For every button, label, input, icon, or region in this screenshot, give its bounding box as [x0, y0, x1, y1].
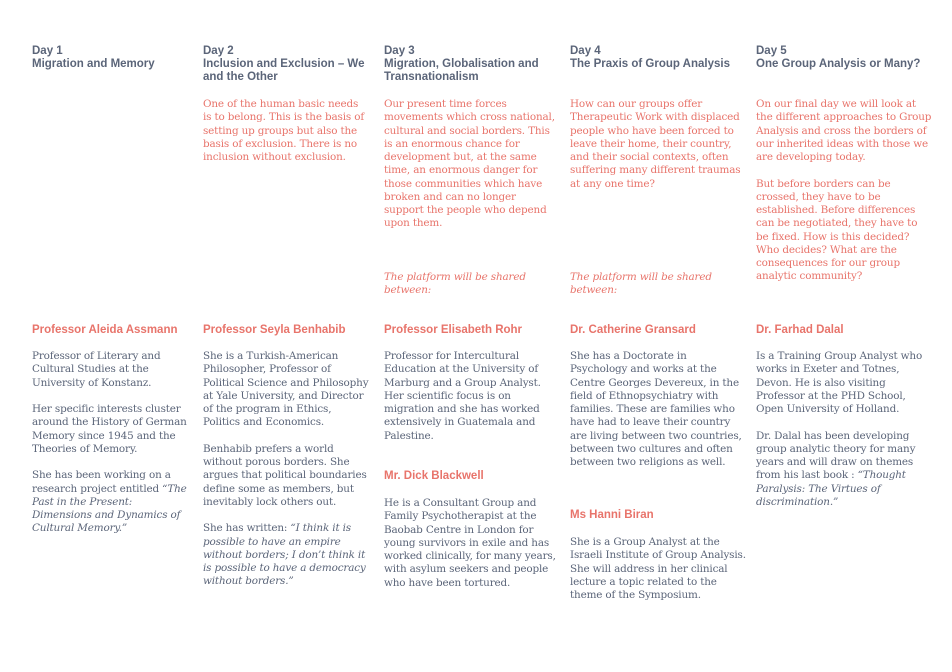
bio-paragraph: Her specific interests cluster around the History of German Memory since 1945 and the Theories of Memory.: [32, 403, 187, 455]
speaker-bio: [384, 497, 556, 590]
bio-paragraph: He is a Consultant Group and Family Psychotherapist at the Baobab Centre in London for young survivors in exile and has worked clinically, for many years, with asylum seekers and people who have been tortured.: [384, 497, 556, 589]
day-intro: [570, 98, 745, 191]
day-label: Day 5: [756, 45, 787, 57]
speaker-bio: [203, 350, 371, 589]
bio-paragraph: [203, 522, 371, 588]
day-label: Day 2: [203, 45, 234, 57]
day-title: Migration, Globalisation and Transnationalism: [384, 58, 539, 83]
day-intro: [384, 98, 556, 231]
bio-paragraph: Benhabib prefers a world without porous borders. She argues that political boundaries define some as members, but inevitably lock others out.: [203, 442, 367, 508]
day-intro: [756, 98, 932, 284]
bio-paragraph: She is a Turkish-American Philosopher, Professor of Political Science and Philosophy at Yale University, and Director of the program in Ethics, Politics and Economics.: [203, 350, 369, 429]
day-title: One Group Analysis or Many?: [756, 58, 921, 70]
platform-note: The platform will be shared between:: [384, 271, 526, 297]
speaker-bio: [756, 350, 932, 509]
speaker-name: Dr. Farhad Dalal: [756, 324, 844, 336]
day-5-heading: [756, 45, 946, 71]
day-2-heading: [203, 45, 373, 84]
speaker-name: Ms Hanni Biran: [570, 509, 654, 521]
platform-note: The platform will be shared between:: [570, 271, 712, 297]
bio-lead: Dr. Dalal has been developing group analytic theory for many years and will draw on themes from his last book :: [756, 429, 916, 482]
speaker-name: Professor Elisabeth Rohr: [384, 324, 523, 336]
day-4-heading: [570, 45, 750, 71]
bio-lead: She has written:: [203, 522, 291, 535]
speaker-name: Dr. Catherine Gransard: [570, 324, 696, 336]
day-title: The Praxis of Group Analysis: [570, 58, 730, 70]
bio-quote: “I think it is possible to have an empire without borders; I don’t think it is possible to have a democracy without borders.”: [203, 522, 366, 588]
speaker-bio: [384, 350, 556, 443]
speaker-bio: [32, 350, 192, 536]
day-3-heading: [384, 45, 564, 84]
day-label: Day 4: [570, 45, 601, 57]
day-title: Inclusion and Exclusion – We and the Other: [203, 58, 365, 83]
intro-paragraph: How can our groups offer Therapeutic Work with displaced people who have been forced to leave their home, their country, and their social contexts, often suffering many different traumas at any one time?: [570, 98, 741, 190]
day-label: Day 1: [32, 45, 63, 57]
bio-quote: “Thought Paralysis: The Virtues of discrimination.”: [756, 469, 906, 508]
speaker-name: Professor Seyla Benhabib: [203, 324, 346, 336]
bio-paragraph: Is a Training Group Analyst who works in Exeter and Totnes, Devon. He is also visiting Professor at the PHD School, Open University of Holland.: [756, 350, 923, 415]
speaker-bio: [570, 536, 746, 602]
intro-paragraph: But before borders can be crossed, they have to be established. Before differences can be negotiated, they have to be fixed. How is this decided? Who decides? What are the consequences for our group analytic community?: [756, 177, 918, 283]
bio-paragraph: She is a Group Analyst at the Israeli Institute of Group Analysis. She will address in her clinical lecture a topic related to the theme of the Symposium.: [570, 536, 746, 601]
day-intro: [203, 98, 369, 164]
intro-paragraph: On our final day we will look at the different approaches to Group Analysis and cross the borders of our inherited ideas with those we are developing today.: [756, 98, 932, 163]
speaker-name: Mr. Dick Blackwell: [384, 470, 484, 482]
bio-paragraph: [756, 430, 932, 510]
bio-paragraph: Professor of Literary and Cultural Studies at the University of Konstanz.: [32, 350, 161, 389]
bio-paragraph: [32, 469, 192, 535]
bio-paragraph: She has a Doctorate in Psychology and works at the Centre Georges Devereux, in the field of Ethnopsychiatry with families. These are families who have had to leave their country are living between two countries, between two cultures and often between two religions as well.: [570, 350, 742, 468]
bio-quote: “The Past in the Present: Dimensions and Dynamics of Cultural Memory.”: [32, 482, 187, 535]
bio-lead: She has been working on a research project entitled: [32, 469, 171, 495]
bio-paragraph: Professor for Intercultural Education at the University of Marburg and a Group Analyst. Her scientific focus is on migration and she has worked extensively in Guatemala and Palestine.: [384, 350, 541, 442]
intro-paragraph: One of the human basic needs is to belong. This is the basis of setting up groups but also the basis of exclusion. There is no inclusion without exclusion.: [203, 98, 365, 163]
intro-paragraph: Our present time forces movements which cross national, cultural and social borders. This is an enormous chance for development but, at the same time, an enormous danger for those communities which have broken and can no longer support the people who depend upon them.: [384, 98, 555, 230]
day-1-heading: [32, 45, 197, 71]
speaker-bio: [570, 350, 746, 469]
speaker-name: Professor Aleida Assmann: [32, 324, 178, 336]
day-label: Day 3: [384, 45, 415, 57]
day-title: Migration and Memory: [32, 58, 155, 70]
